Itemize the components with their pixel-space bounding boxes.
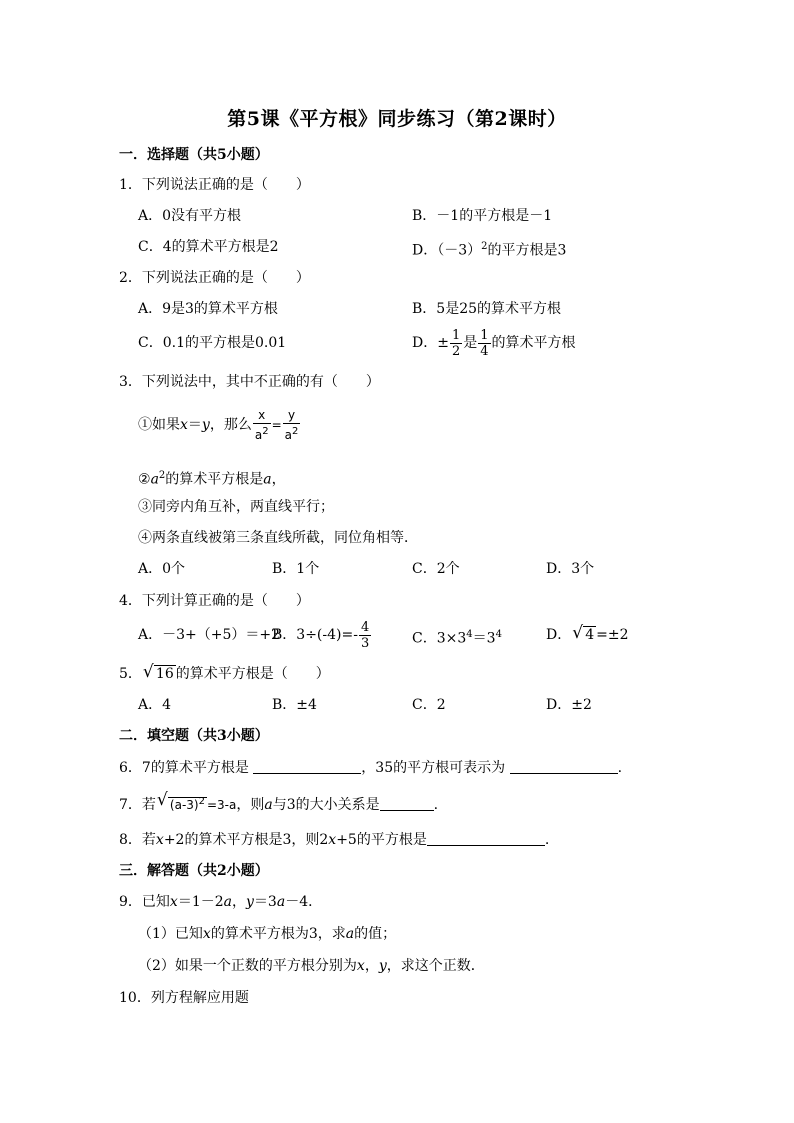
fraction: $\frac{4}{3}$ [360, 619, 370, 651]
question-4-stem: 4．下列计算正确的是（ ） [119, 593, 310, 609]
question-4-option-b: B．3÷(-4)=- $\frac{4}{3}$ [272, 619, 370, 651]
section-heading-fill: 二．填空题（共3小题） [119, 728, 269, 744]
question-3-statement-1: ①如果x＝y，那么 $\frac{x}{a^2}$ = $\frac{y}{a^2}$ [138, 407, 299, 442]
question-1-option-b: B．－1的平方根是－1 [412, 208, 553, 224]
fraction: $\frac{1}{4}$ [480, 327, 489, 359]
question-4-option-c: C．$3\times 3^4=3^4$ [412, 629, 502, 647]
question-2-option-c: C．0.1的平方根是0.01 [138, 335, 287, 351]
question-10-stem: 10．列方程解应用题 [119, 990, 249, 1006]
question-3-option-a: A．0个 [138, 561, 186, 577]
answer-blank[interactable] [427, 831, 545, 846]
question-6: 6．7的算术平方根是 ，35的平方根可表示为 . [119, 760, 623, 776]
question-5-stem: 5． √ 16 的算术平方根是（ ） [119, 662, 330, 682]
question-3-option-b: B．1个 [272, 561, 320, 577]
question-5-option-a: A．4 [138, 697, 172, 713]
question-2-stem: 2．下列说法正确的是（ ） [119, 270, 310, 286]
square-root: √ 4 [572, 623, 595, 643]
fraction: $\frac{x}{a^2}$ [254, 407, 269, 442]
question-4-option-a: A．－3+（+5）＝+2 [138, 627, 281, 643]
question-3-option-d: D．3个 [546, 561, 595, 577]
question-3-statement-4: ④两条直线被第三条直线所截，同位角相等． [138, 530, 418, 546]
question-2-option-d: D．± $\frac{1}{2}$ 是 $\frac{1}{4}$ 的算术平方根 [412, 327, 576, 359]
fraction: $\frac{y}{a^2}$ [284, 407, 299, 442]
question-3-statement-3: ③同旁内角互补，两直线平行； [138, 499, 334, 515]
question-2-option-b: B．5是25的算术平方根 [412, 301, 562, 317]
question-1-stem: 1．下列说法正确的是（ ） [119, 177, 310, 193]
page-title: 第5课《平方根》同步练习（第2课时） [227, 108, 567, 130]
question-5-option-c: C．2 [412, 697, 446, 713]
question-5-option-b: B．±4 [272, 697, 317, 713]
question-2-option-a: A．9是3的算术平方根 [138, 301, 278, 317]
question-7: 7．若 √ $(a-3)^2 =3-a$，则a与3的大小关系是 . [119, 790, 439, 813]
question-1-option-a: A．0没有平方根 [138, 208, 242, 224]
section-heading-choice: 一．选择题（共5小题） [119, 147, 269, 163]
question-3-statement-2: $②a^2$的算术平方根是a， [138, 470, 286, 488]
question-1-option-c: C．4的算术平方根是2 [138, 239, 279, 255]
answer-blank[interactable] [380, 796, 434, 811]
question-3-option-c: C．2个 [412, 561, 460, 577]
question-3-stem: 3．下列说法中，其中不正确的有（ ） [119, 374, 380, 390]
question-5-option-d: D．±2 [546, 697, 592, 713]
question-9-part-1: （1）已知x的算术平方根为3，求a的值； [138, 926, 397, 942]
fraction: $\frac{1}{2}$ [451, 327, 461, 359]
question-8: 8．若x+2的算术平方根是3，则2x+5的平方根是 . [119, 832, 550, 848]
answer-blank[interactable] [510, 759, 618, 774]
question-4-option-d: D． √ 4 =±2 [546, 623, 629, 643]
square-root: √ 16 [142, 662, 174, 682]
answer-blank[interactable] [253, 759, 361, 774]
square-root: √ $(a-3)^2$ [156, 790, 205, 812]
question-1-option-d: D．$(-3)^2$的平方根是3 [412, 241, 567, 259]
section-heading-solve: 三．解答题（共2小题） [119, 863, 269, 879]
question-9-stem: 9．已知x＝1－2a，y＝3a－4． [119, 894, 323, 910]
question-9-part-2: （2）如果一个正数的平方根分别为x，y，求这个正数． [138, 958, 485, 974]
